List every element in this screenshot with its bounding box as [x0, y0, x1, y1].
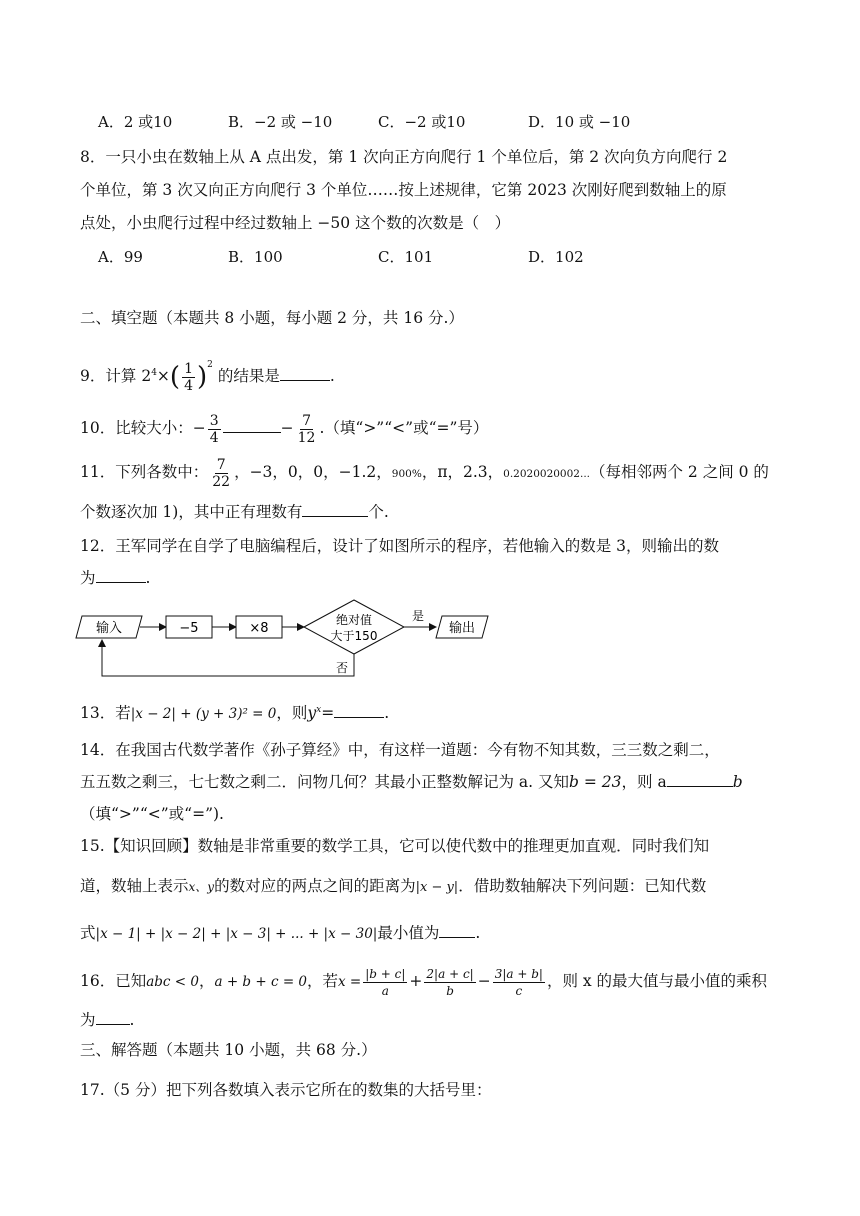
q8-line3: 点处，小虫爬行过程中经过数轴上 −50 这个数的次数是（ ） — [80, 214, 511, 232]
q11-percent: 900% — [391, 468, 422, 480]
subtract-label: −5 — [179, 621, 199, 636]
q7-option-b: B．−2 或 −10 — [228, 113, 333, 131]
q9: 9．计算 $2^4\times$( $\frac{1}{4}$ )$^2$ 的结果是 . — [80, 360, 335, 394]
q11-decimal: 0.2020020002... — [503, 468, 590, 480]
q7-option-c: C．−2 或10 — [378, 113, 466, 131]
q10-answer-blank[interactable] — [223, 418, 281, 433]
q12-line2: 为 . — [80, 569, 151, 587]
q9-fraction: $\frac{1}{4}$ — [184, 360, 193, 394]
q13-answer-blank[interactable] — [334, 703, 384, 718]
condition-label-1: 绝对值 — [335, 613, 373, 627]
q10-fraction-2: $\frac{7}{12}$ — [297, 412, 316, 446]
q9-power: 2 — [207, 360, 213, 370]
q7-option-a: A．2 或10 — [98, 113, 173, 131]
q14-line3: （填“>”“<”或“=”). — [80, 805, 224, 823]
q14-answer-blank[interactable] — [667, 772, 733, 787]
condition-label-2: 大于150 — [330, 629, 378, 643]
q15-line3: 式|x − 1| + |x − 2| + |x − 3| + ... + |x − 30|最小值为 . — [80, 924, 481, 942]
section-3-heading: 三、解答题（本题共 10 小题，共 68 分.） — [80, 1041, 377, 1059]
q16-fraction-1: $\frac{|b + c|}{a}$ — [365, 966, 406, 998]
q11-line1: 11．下列各数中： $\frac{7}{22}$ ，−3，0，0，−1.2，900%，π，2.3，0.2020020002...（每相邻两个 2 之间 0 的 — [80, 456, 769, 490]
q13: 13．若|x − 2| + (y + 3)² = 0，则$y^x=$ . — [80, 704, 390, 723]
q15-line1: 15.【知识回顾】数轴是非常重要的数学工具，它可以使代数中的推理更加直观．同时我们知 — [80, 837, 710, 855]
q13-expression: |x − 2| + (y + 3)² = 0 — [130, 706, 277, 723]
q16-fraction-2: $\frac{2|a + c|}{b}$ — [426, 966, 474, 998]
q10-fraction-1: $\frac{3}{4}$ — [209, 412, 219, 446]
multiply-label: ×8 — [249, 621, 269, 636]
q10-prefix: 10．比较大小：− — [80, 419, 206, 437]
q8-line1: 8．一只小虫在数轴上从 A 点出发，第 1 次向正方向爬行 1 个单位后，第 2 次向负方向爬行 2 — [80, 148, 728, 166]
q14-line1: 14．在我国古代数学著作《孙子算经》中，有这样一道题：今有物不知其数，三三数之剩二， — [80, 741, 720, 759]
q8-option-a: A．99 — [98, 248, 143, 266]
q9-prefix: 9．计算 — [80, 367, 137, 385]
input-label: 输入 — [95, 621, 123, 636]
q15-answer-blank[interactable] — [439, 923, 475, 938]
q12-answer-blank[interactable] — [96, 568, 146, 583]
q15-expression: |x − 1| + |x − 2| + |x − 3| + ... + |x − 30| — [95, 926, 378, 942]
section-2-heading: 二、填空题（本题共 8 小题，每小题 2 分，共 16 分.） — [80, 309, 464, 327]
q9-suffix: 的结果是 — [217, 367, 280, 385]
program-flowchart — [74, 596, 494, 684]
q16-line1: 16．已知abc < 0，a + b + c = 0，若x = $\frac{|b + c|}{a}$ + $\frac{2|a + c|}{b}$ − $\frac{3|a + b|}{c}$ ，则 x 的最大值与最小值的乘积 — [80, 966, 768, 998]
q15-line2: 道，数轴上表示x、y的数对应的两点之间的距离为|x − y|．借助数轴解决下列问题：已知代数 — [80, 877, 707, 895]
q8-option-c: C．101 — [378, 248, 434, 266]
q9-base: 2 — [141, 367, 152, 385]
q9-answer-blank[interactable] — [280, 366, 330, 381]
q7-option-d: D．10 或 −10 — [528, 113, 631, 131]
output-label: 输出 — [448, 621, 476, 636]
q8-line2: 个单位，第 3 次又向正方向爬行 3 个单位……按上述规律，它第 2023 次刚好爬到数轴上的原 — [80, 181, 727, 199]
yes-label: 是 — [411, 609, 425, 623]
q16-answer-blank[interactable] — [96, 1010, 130, 1025]
q11-fraction: $\frac{7}{22}$ — [212, 456, 231, 490]
no-label: 否 — [335, 661, 349, 675]
q11-line2: 个数逐次加 1)，其中正有理数有 个. — [80, 503, 389, 521]
condition-diamond — [304, 600, 404, 654]
q10-suffix: .（填“>”“<”或“=”号） — [319, 419, 489, 437]
q8-option-b: B．100 — [228, 248, 283, 266]
q16-fraction-3: $\frac{3|a + b|}{c}$ — [494, 966, 543, 998]
q14-line2: 五五数之剩三，七七数之剩二．问物几何？其最小正整数解记为 a. 又知b = 23，则 a b — [80, 773, 743, 791]
q8-option-d: D．102 — [528, 248, 584, 266]
q17: 17.（5 分）把下列各数填入表示它所在的数集的大括号里： — [80, 1081, 492, 1099]
q12-line1: 12．王军同学在自学了电脑编程后，设计了如图所示的程序，若他输入的数是 3，则输出的数 — [80, 537, 720, 555]
q16-line2: 为 . — [80, 1011, 135, 1029]
q9-times: × — [156, 367, 170, 385]
q9-exp: 4 — [151, 367, 157, 378]
q10: 10．比较大小：− $\frac{3}{4}$ − $\frac{7}{12}$ .（填“>”“<”或“=”号） — [80, 412, 489, 446]
loop-back-arrow — [102, 640, 354, 676]
q11-answer-blank[interactable] — [302, 502, 368, 517]
